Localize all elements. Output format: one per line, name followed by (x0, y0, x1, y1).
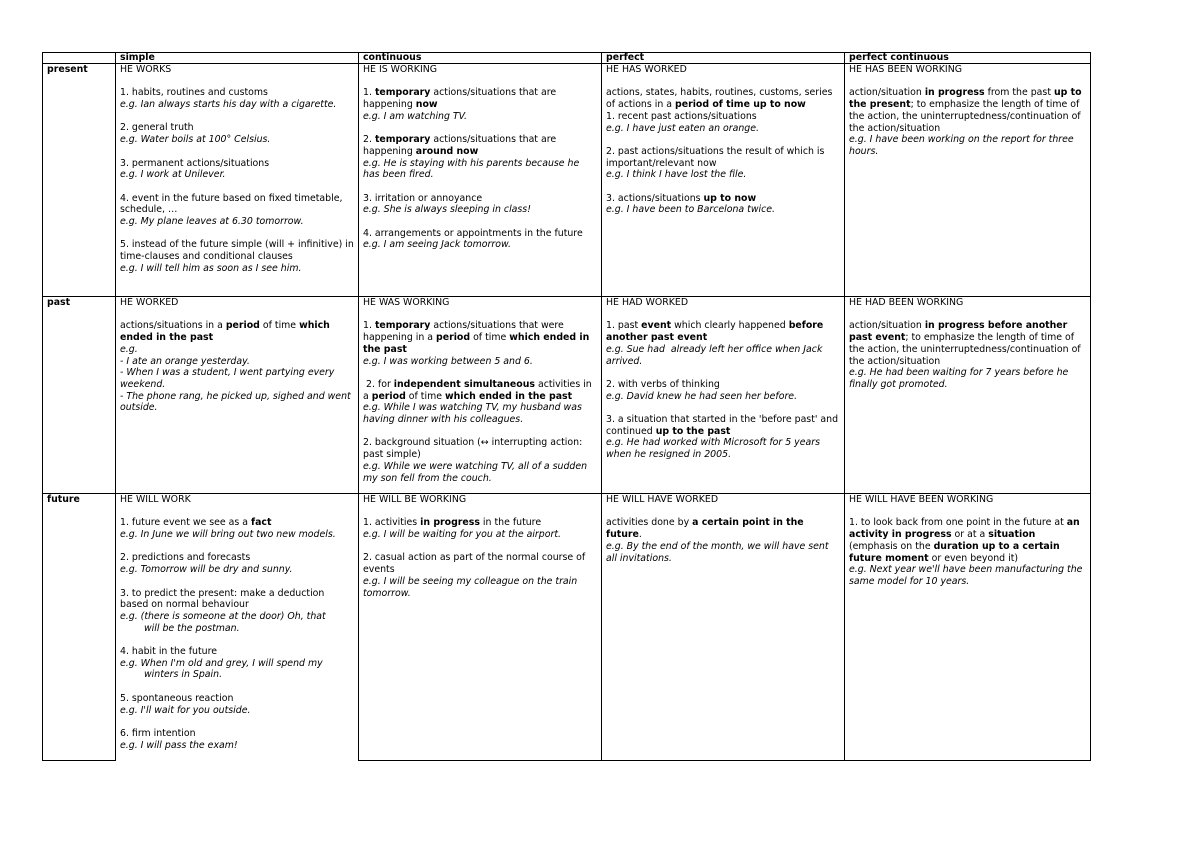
use-text: 2. for independent simultaneous activities in a period of time which ended in the past (363, 378, 595, 402)
use-text: 1. temporary actions/situations that were happening in a period of time which ended in the past (363, 320, 590, 355)
example-text: e.g. She is always sleeping in class! (363, 204, 531, 216)
form-past-perfect: HE HAD WORKED (606, 297, 689, 308)
example-text: e.g. When I'm old and grey, I will spend my (120, 657, 323, 669)
example-text: e.g. I work at Unilever. (120, 169, 226, 181)
example-text: e.g. I have just eaten an orange. (606, 122, 759, 134)
use-text: 2. temporary actions/situations that are happening around now (363, 134, 557, 157)
form-future-perfect-continuous: HE WILL HAVE BEEN WORKING (849, 494, 994, 505)
example-text: e.g. Water boils at 100° Celsius. (120, 134, 271, 146)
use-text: 3. a situation that started in the 'before past' and continued up to the past (606, 413, 839, 437)
example-text: - When I was a student, I went partying every weekend. (120, 367, 335, 390)
use-text: 4. habit in the future (120, 646, 217, 658)
use-text: 2. casual action as part of the normal course of events (363, 552, 586, 576)
row-label-past: past (43, 297, 116, 494)
example-text: e.g. Ian always starts his day with a cigarette. (120, 99, 337, 111)
use-text: 4. event in the future based on fixed timetable, schedule, … (120, 192, 343, 216)
header-row (43, 53, 1091, 64)
form-present-perfect: HE HAS WORKED (606, 64, 687, 75)
example-text: e.g. He is staying with his parents because he has been fired. (363, 157, 580, 181)
form-future-perfect: HE WILL HAVE WORKED (606, 494, 719, 505)
header-corner (43, 53, 116, 64)
header-perfect-continuous: perfect continuous (845, 53, 1091, 64)
use-text: actions, states, habits, routines, customs, series of actions in a period of time up to now (606, 87, 833, 111)
use-text: 2. general truth (120, 122, 194, 134)
example-text: e.g. I will pass the exam! (120, 739, 238, 751)
form-present-perfect-continuous: HE HAS BEEN WORKING (849, 64, 962, 75)
use-text: 1. activities in progress in the future (363, 517, 542, 529)
cell-past-perfect-continuous (845, 297, 1091, 494)
cell-future-perfect (602, 494, 845, 761)
cell-past-simple (116, 297, 366, 494)
row-label-future: future (43, 494, 116, 761)
example-text: e.g. I was working between 5 and 6. (363, 355, 533, 367)
example-text: e.g. I will tell him as soon as I see him. (120, 262, 302, 274)
example-text: e.g. While we were watching TV, all of a sudden my son fell from the couch. (363, 460, 588, 484)
example-text: e.g. (there is someone at the door) Oh, that (120, 610, 326, 622)
use-text: action/situation in progress before another past event; to emphasize the length of time of the action, the uninterruptedness/continuation of the action/situation (849, 320, 1081, 367)
example-text: e.g. I am seeing Jack tomorrow. (363, 239, 512, 251)
use-text: 1. to look back from one point in the future at an activity in progress or at a situation (emphasis on the duration up to a certain future moment or even beyond it) (849, 517, 1080, 564)
use-text: 1. future event we see as a fact (120, 517, 272, 529)
form-past-continuous: HE WAS WORKING (363, 297, 450, 308)
tenses-table (42, 52, 1091, 761)
example-text: e.g. I have been working on the report for three hours. (849, 134, 1074, 157)
cell-present-perfect (602, 64, 845, 297)
row-future (43, 494, 1091, 761)
row-label-present: present (43, 64, 116, 297)
use-text: action/situation in progress from the past up to the present; to emphasize the length of time of the action, the uninterruptedness/continuation of the action/situation (849, 87, 1082, 134)
form-past-perfect-continuous: HE HAD BEEN WORKING (849, 297, 964, 308)
example-text: e.g. I will be seeing my colleague on the train tomorrow. (363, 575, 578, 599)
cell-future-simple (116, 494, 359, 761)
use-text: 1. habits, routines and customs (120, 87, 268, 99)
cell-past-perfect (602, 297, 845, 494)
use-text: 3. actions/situations up to now (606, 192, 757, 204)
use-text: actions/situations in a period of time which ended in the past (120, 320, 330, 344)
use-text: 3. to predict the present: make a deduction based on normal behaviour (120, 587, 325, 611)
use-text: 6. firm intention (120, 727, 196, 739)
example-text: e.g. David knew he had seen her before. (606, 390, 798, 402)
use-text: 2. predictions and forecasts (120, 552, 251, 564)
use-text: 5. spontaneous reaction (120, 692, 234, 704)
example-text: e.g. In June we will bring out two new models. (120, 529, 336, 541)
cell-future-continuous (359, 494, 602, 761)
row-present (43, 64, 1091, 297)
example-text: e.g. (120, 343, 138, 355)
example-text: e.g. I have been to Barcelona twice. (606, 204, 775, 216)
example-text: e.g. He had been waiting for 7 years before he finally got promoted. (849, 367, 1069, 390)
header-simple: simple (116, 53, 359, 64)
use-text: 2. background situation (↔ interrupting action: past simple) (363, 437, 583, 461)
use-text: 1. temporary actions/situations that are happening now (363, 87, 557, 111)
example-text: e.g. He had worked with Microsoft for 5 years when he resigned in 2005. (606, 437, 820, 461)
example-text: e.g. Sue had already left her office when Jack arrived. (606, 343, 826, 367)
form-past-simple: HE WORKED (120, 297, 179, 308)
example-text: e.g. I'll wait for you outside. (120, 704, 251, 716)
example-text: e.g. While I was watching TV, my husband was having dinner with his colleagues. (363, 402, 582, 425)
use-text: activities done by a certain point in the future. (606, 517, 804, 541)
use-text: 4. arrangements or appointments in the future (363, 227, 583, 239)
header-continuous: continuous (359, 53, 602, 64)
cell-present-continuous (359, 64, 602, 297)
example-text: e.g. Tomorrow will be dry and sunny. (120, 564, 293, 576)
use-text: 1. recent past actions/situations (606, 110, 757, 122)
cell-future-perfect-continuous (845, 494, 1091, 761)
example-text: will be the postman. (144, 622, 240, 634)
form-future-continuous: HE WILL BE WORKING (363, 494, 467, 505)
example-text: e.g. Next year we'll have been manufacturing the same model for 10 years. (849, 564, 1083, 587)
form-present-simple: HE WORKS (120, 64, 172, 75)
example-text: e.g. My plane leaves at 6.30 tomorrow. (120, 216, 304, 228)
example-text: - I ate an orange yesterday. (120, 355, 250, 367)
cell-present-simple (116, 64, 359, 297)
form-future-simple: HE WILL WORK (120, 494, 191, 505)
example-text: winters in Spain. (144, 669, 223, 681)
use-text: 3. irritation or annoyance (363, 192, 483, 204)
example-text: e.g. I think I have lost the file. (606, 169, 747, 181)
example-text: e.g. I am watching TV. (363, 110, 467, 122)
row-past (43, 297, 1091, 494)
use-text: 1. past event which clearly happened before another past event (606, 320, 824, 344)
use-text: 2. past actions/situations the result of which is important/relevant now (606, 145, 825, 169)
example-text: - The phone rang, he picked up, sighed and went outside. (120, 390, 366, 414)
use-text: 2. with verbs of thinking (606, 378, 720, 390)
use-text: 5. instead of the future simple (will + infinitive) in time-clauses and conditional clauses (120, 239, 354, 263)
use-text: 3. permanent actions/situations (120, 157, 270, 169)
header-perfect: perfect (602, 53, 845, 64)
cell-past-continuous (359, 297, 602, 494)
example-text: e.g. I will be waiting for you at the airport. (363, 529, 561, 541)
example-text: e.g. By the end of the month, we will have sent all invitations. (606, 540, 829, 564)
form-present-continuous: HE IS WORKING (363, 64, 438, 75)
cell-present-perfect-continuous (845, 64, 1091, 297)
